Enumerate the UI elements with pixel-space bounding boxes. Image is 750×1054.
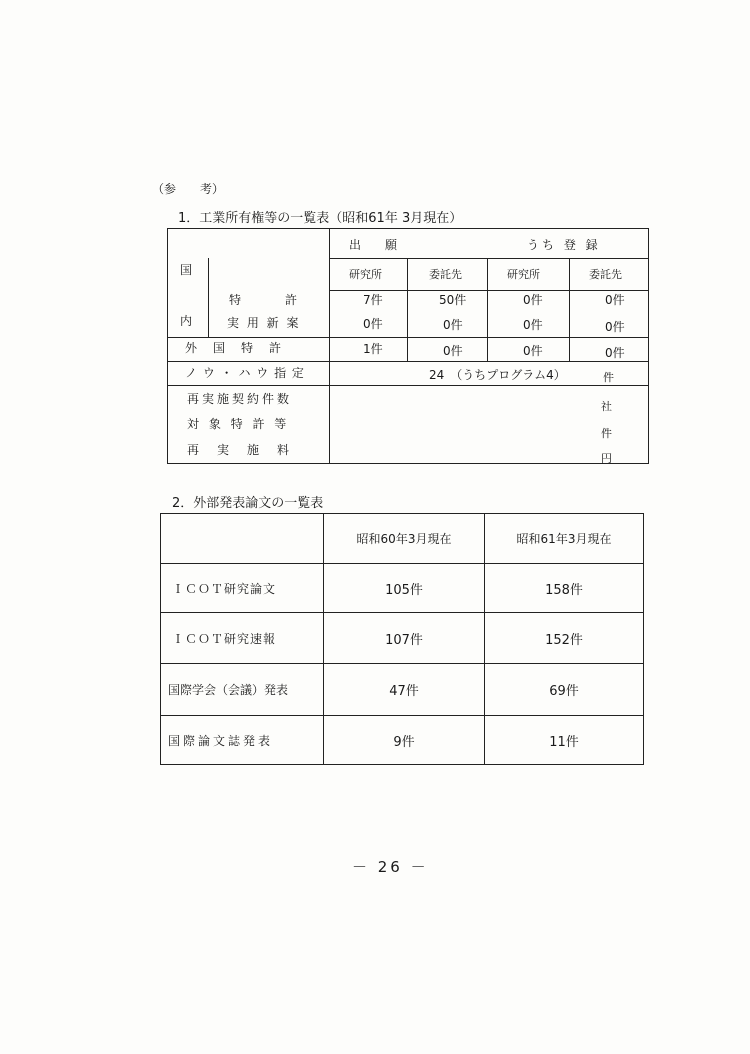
row-label-icot-bulletin: ＩＣＯＴ研究速報	[172, 631, 277, 646]
row-label-intl-journal: 国際論文誌発表	[168, 733, 274, 748]
col-header-s61: 昭和61年3月現在	[516, 532, 612, 546]
knowhow-label: ノ ウ ・ ハ ウ 指 定	[185, 366, 305, 380]
cell: 0件	[443, 318, 463, 332]
cell: 0件	[523, 293, 543, 307]
other-label-fee: 再 実 施 料	[187, 443, 293, 457]
cell: 50件	[439, 293, 467, 307]
cell: 158件	[545, 582, 583, 598]
cell: 0件	[605, 320, 625, 334]
col-institute: 研究所	[349, 268, 382, 281]
other-unit: 社	[601, 400, 612, 413]
other-unit: 円	[601, 452, 612, 465]
col-header-s60: 昭和60年3月現在	[356, 532, 452, 546]
col-reg-institute: 研究所	[507, 268, 540, 281]
cell: 152件	[545, 632, 583, 648]
cell: 7件	[363, 293, 383, 307]
domestic-char-1: 国	[180, 263, 193, 277]
ip-rights-table	[167, 228, 649, 464]
section1-title: 1．工業所有権等の一覧表（昭和61年 3月現在）	[178, 211, 463, 226]
cell: 105件	[385, 582, 423, 598]
other-label-contracts: 再実施契約件数	[187, 392, 293, 406]
knowhow-value: 24 （うちプログラム4）	[429, 368, 566, 382]
row-label-patent: 特 許	[229, 293, 300, 307]
other-unit: 件	[601, 427, 612, 440]
cell: 9件	[393, 734, 415, 750]
cell: 47件	[389, 684, 419, 699]
row-label-utility: 実 用 新 案	[227, 316, 301, 330]
cell: 0件	[523, 344, 543, 358]
knowhow-unit: 件	[603, 371, 614, 384]
cell: 0件	[443, 344, 463, 358]
col-contractor: 委託先	[429, 268, 462, 281]
cell: 11件	[549, 734, 579, 750]
registered-header: うち 登 録	[527, 238, 601, 252]
application-header: 出 願	[349, 238, 398, 252]
row-label-foreign: 外 国 特 許	[185, 341, 284, 355]
page-number: － 26 －	[352, 858, 429, 876]
section2-title: 2．外部発表論文の一覧表	[172, 496, 324, 511]
cell: 0件	[363, 317, 383, 331]
domestic-char-2: 内	[180, 314, 193, 328]
row-label-intl-conference: 国際学会（会議）発表	[168, 683, 289, 697]
cell: 0件	[605, 346, 625, 360]
cell: 69件	[549, 684, 579, 699]
cell: 0件	[523, 318, 543, 332]
col-reg-contractor: 委託先	[589, 268, 622, 281]
other-label-patents: 対 象 特 許 等	[187, 417, 290, 431]
publications-table	[160, 513, 644, 765]
reference-label: （参 考）	[152, 182, 225, 196]
cell: 107件	[385, 632, 423, 648]
cell: 0件	[605, 293, 625, 307]
row-label-icot-papers: ＩＣＯＴ研究論文	[172, 581, 277, 596]
cell: 1件	[363, 342, 383, 356]
